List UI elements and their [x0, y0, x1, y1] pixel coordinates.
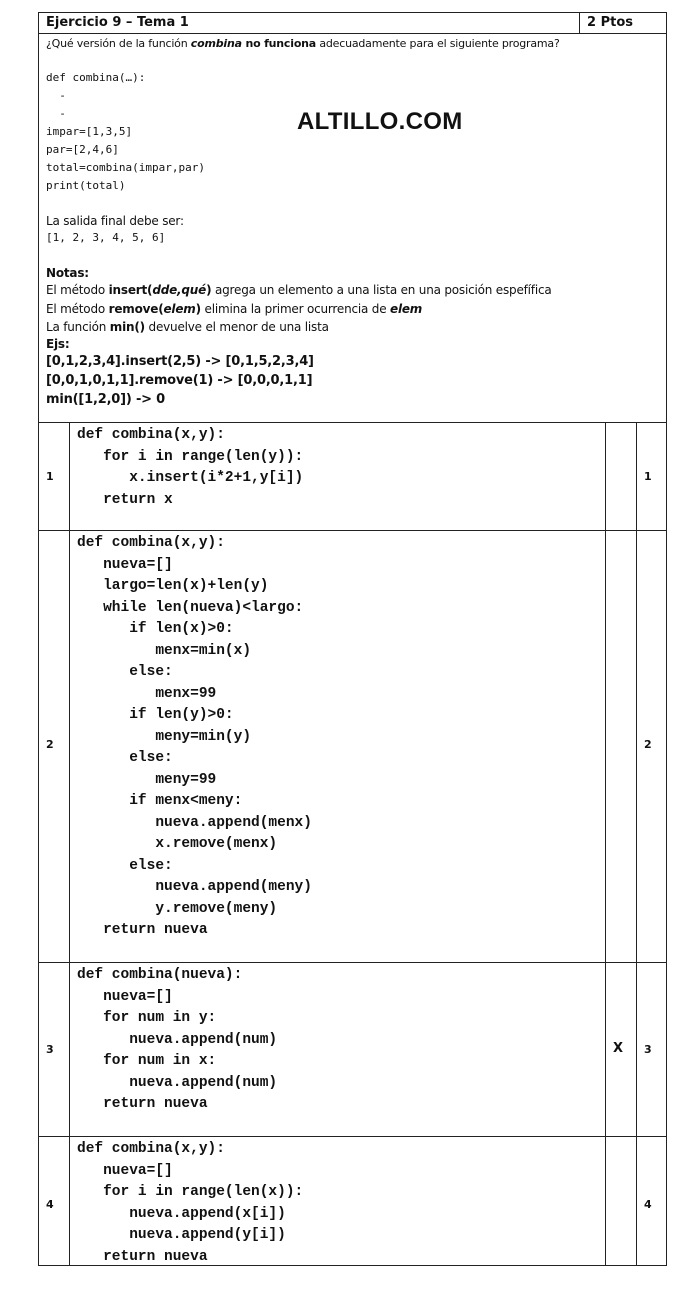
option-number: 3	[46, 1043, 54, 1056]
program-line: -	[46, 89, 66, 102]
note-min: La función min() devuelve el menor de una lista	[46, 320, 329, 334]
option-row-1	[39, 422, 666, 530]
examples-title: Ejs:	[46, 337, 70, 351]
question-text: ¿Qué versión de la función combina no funciona adecuadamente para el siguiente programa?	[46, 37, 560, 50]
question-func: combina	[190, 37, 242, 50]
note-remove: El método remove(elem) elimina la primer ocurrencia de elem	[46, 302, 423, 316]
option-row-4	[39, 1136, 666, 1266]
example-line: [0,0,1,0,1,1].remove(1) -> [0,0,0,1,1]	[46, 373, 313, 388]
question-emph: no funciona	[241, 37, 317, 50]
option-number: 4	[46, 1198, 54, 1211]
option-number: 1	[644, 470, 652, 483]
option-row-2	[39, 530, 666, 962]
option-number: 1	[46, 470, 54, 483]
watermark: ALTILLO.COM	[297, 108, 463, 135]
option-number: 3	[644, 1043, 652, 1056]
option-mark: X	[613, 1041, 624, 1056]
program-line: def combina(…):	[46, 71, 146, 84]
option-code: def combina(x,y): nueva=[] largo=len(x)+len(y) while len(nueva)<largo: if len(x)>0: menx=min(x) else: menx=99 if len(y)>0: meny=min(y) else: meny=99 if menx<meny: nueva.append(menx) x.remove(menx) else: nueva.append(meny) y.remove(meny) return nueva	[77, 535, 312, 938]
option-code: def combina(x,y): for i in range(len(y)): x.insert(i*2+1,y[i]) return x	[77, 427, 304, 508]
exercise-header	[39, 13, 666, 34]
example-line: min([1,2,0]) -> 0	[46, 392, 166, 407]
note-insert: El método insert(dde,qué) agrega un elemento a una lista en una posición espefífica	[46, 283, 552, 297]
option-code: def combina(nueva): nueva=[] for num in y: nueva.append(num) for num in x: nueva.append(num) return nueva	[77, 967, 278, 1112]
example-line: [0,1,2,3,4].insert(2,5) -> [0,1,5,2,3,4]	[46, 354, 314, 369]
exam-sheet	[38, 12, 667, 1266]
program-line: par=[2,4,6]	[46, 143, 119, 156]
exercise-title: Ejercicio 9 – Tema 1	[46, 15, 189, 30]
program-line: total=combina(impar,par)	[46, 161, 205, 174]
option-number: 2	[644, 738, 652, 751]
option-code: def combina(x,y): nueva=[] for i in range(len(x)): nueva.append(x[i]) nueva.append(y[i]) return nueva	[77, 1141, 304, 1265]
option-row-3	[39, 962, 666, 1136]
program-line: impar=[1,3,5]	[46, 125, 133, 138]
output-value: [1, 2, 3, 4, 5, 6]	[46, 231, 166, 244]
option-number: 2	[46, 738, 54, 751]
program-line: -	[46, 107, 66, 120]
exercise-points: 2 Ptos	[587, 15, 633, 30]
header-divider	[579, 13, 580, 33]
output-label: La salida final debe ser:	[46, 214, 184, 228]
program-line: print(total)	[46, 179, 126, 192]
notes-title: Notas:	[46, 266, 89, 280]
option-number: 4	[644, 1198, 652, 1211]
